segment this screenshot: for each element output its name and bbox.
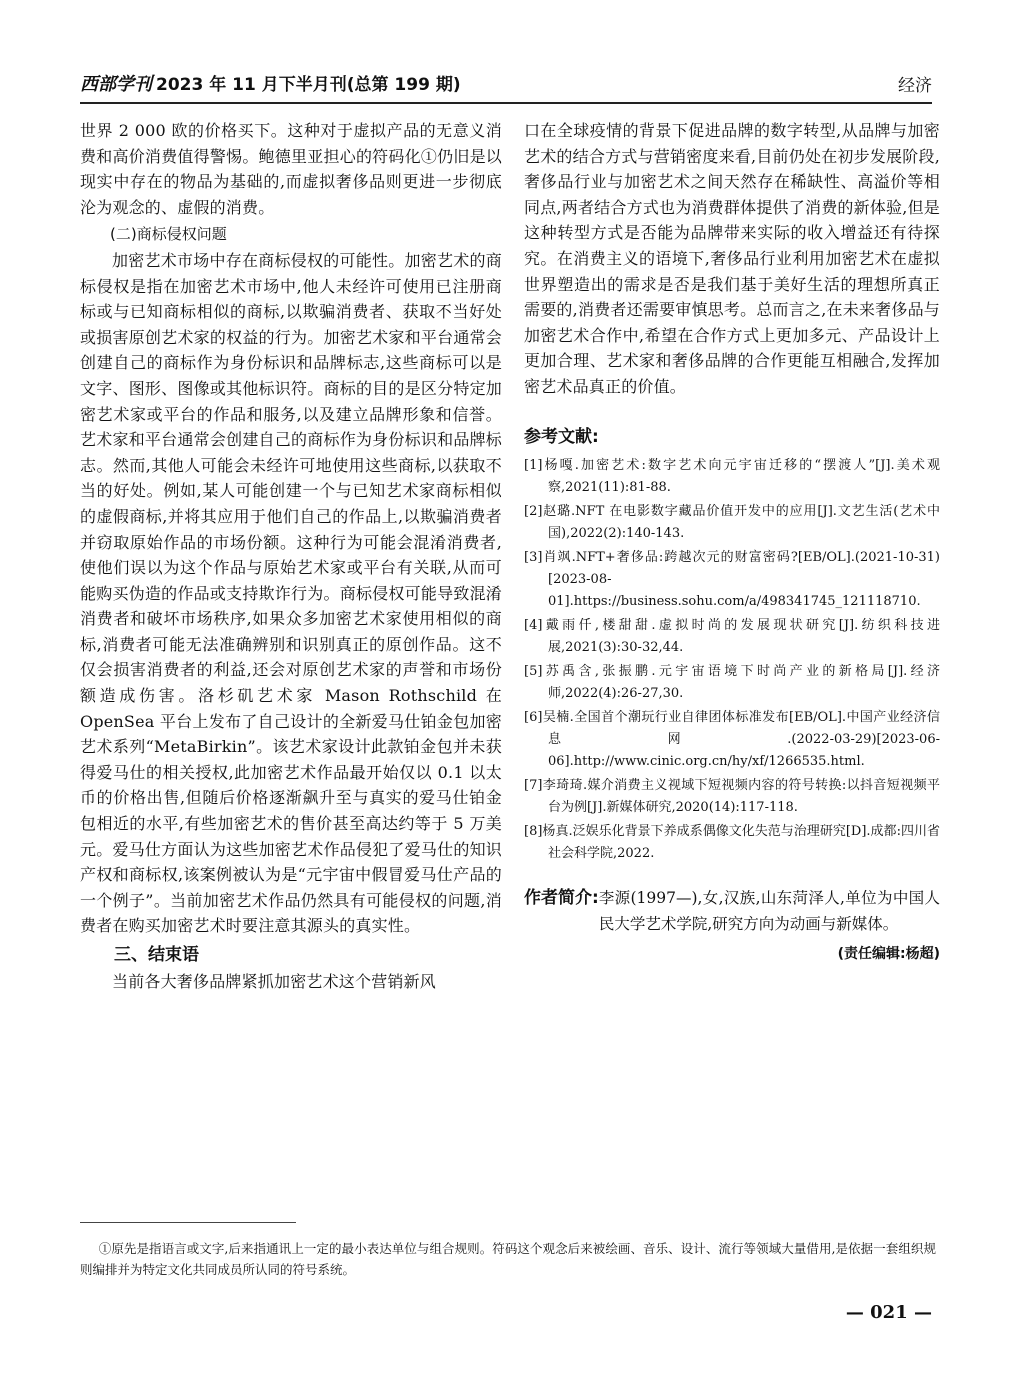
left-column (80, 118, 502, 995)
page-number: — 021 — (845, 1302, 932, 1323)
journal-issue (80, 70, 461, 102)
reference-item: [6]吴楠.全国首个潮玩行业自律团体标准发布[EB/OL].中国产业经济信息网.(2022-03-29)[2023-06-06].http://www.cinic.org.cn/hy/xf/1266535.html. (524, 709, 940, 769)
author-text: 李源(1997—),女,汉族,山东菏泽人,单位为中国人民大学艺术学院,研究方向为动画与新媒体。 (598, 888, 940, 933)
subheading-trademark: (二)商标侵权问题 (110, 225, 227, 244)
reference-item: [2]赵璐.NFT 在电影数字藏品价值开发中的应用[J].文艺生活(艺术中国),2022(2):140-143. (524, 503, 940, 541)
paragraph: 当前各大奢侈品牌紧抓加密艺术这个营销新风 (112, 972, 437, 991)
references-heading: 参考文献: (524, 426, 599, 447)
author-bio (524, 885, 940, 937)
right-column (524, 118, 940, 963)
footnote: ①原先是指语言或文字,后来指通讯上一定的最小表达单位与组合规则。符码这个观念后来被绘画、音乐、设计、流行等领域大量借用,是依据一套组织规则编排并为特定文化共同成员所认同的符号系统。 (80, 1241, 936, 1277)
author-label: 作者简介: (524, 887, 599, 908)
issue-info: 2023 年 11 月下半月刊(总第 199 期) (156, 75, 461, 95)
journal-logo: 西部学刊 (80, 74, 152, 95)
paragraph: 世界 2 000 欧的价格买下。这种对于虚拟产品的无意义消费和高价消费值得警惕。鲍德里亚担心的符码化①仍旧是以现实中存在的物品为基础的,而虚拟奢侈品则更进一步彻底沦为观念的、虚假的消费。 (80, 121, 502, 217)
running-header (80, 68, 932, 104)
paragraph: 口在全球疫情的背景下促进品牌的数字转型,从品牌与加密艺术的结合方式与营销密度来看,目前仍处在初步发展阶段,奢侈品行业与加密艺术之间天然存在稀缺性、高溢价等相同点,两者结合方式也为消费群体提供了消费的新体验,但是这种转型方式是否能为品牌带来实际的收入增益还有待探究。在消费主义的语境下,奢侈品行业利用加密艺术在虚拟世界塑造出的需求是否是我们基于美好生活的理想所真正需要的,消费者还需要审慎思考。总而言之,在未来奢侈品与加密艺术合作中,希望在合作方式上更加多元、产品设计上更加合理、艺术家和奢侈品牌的合作更能互相融合,发挥加密艺术品真正的价值。 (524, 121, 940, 396)
reference-item: [7]李琦琦.媒介消费主义视域下短视频内容的符号转换:以抖音短视频平台为例[J].新媒体研究,2020(14):117-118. (524, 777, 940, 815)
reference-item: [3]肖飒.NFT+奢侈品:跨越次元的财富密码?[EB/OL].(2021-10-31)[2023-08-01].https://business.sohu.com/a/498341745_121118710. (524, 549, 940, 609)
reference-item: [1]杨嘎.加密艺术:数字艺术向元宇宙迁移的“摆渡人”[J].美术观察,2021(11):81-88. (524, 457, 940, 495)
footnote-divider (80, 1222, 296, 1223)
section-label: 经济 (898, 76, 932, 96)
reference-item: [5]苏禹含,张振鹏.元宇宙语境下时尚产业的新格局[J].经济师,2022(4):26-27,30. (524, 663, 940, 701)
section-heading-conclusion: 三、结束语 (114, 945, 199, 965)
reference-item: [8]杨真.泛娱乐化背景下养成系偶像文化失范与治理研究[D].成都:四川省社会科学院,2022. (524, 823, 940, 861)
paragraph: 加密艺术市场中存在商标侵权的可能性。加密艺术的商标侵权是指在加密艺术市场中,他人未经许可使用已注册商标或与已知商标相似的商标,以欺骗消费者、获取不当好处或损害原创艺术家的权益的行为。加密艺术家和平台通常会创建自己的商标作为身份标识和品牌标志,这些商标可以是文字、图形、图像或其他标识符。商标的目的是区分特定加密艺术家或平台的作品和服务,以及建立品牌形象和信誉。艺术家和平台通常会创建自己的商标作为身份标识和品牌标志。然而,其他人可能会未经许可地使用这些商标,以获取不当的好处。例如,某人可能创建一个与已知艺术家商标相似的虚假商标,并将其应用于他们自己的作品上,以欺骗消费者并窃取原始作品的市场份额。这种行为可能会混淆消费者,使他们误以为这个作品与原始艺术家或平台有关联,从而可能购买伪造的作品或支持欺诈行为。商标侵权可能导致混淆消费者和破坏市场秩序,如果众多加密艺术家使用相似的商标,消费者可能无法准确辨别和识别真正的原创作品。这不仅会损害消费者的利益,还会对原创艺术家的声誉和市场份额造成伤害。洛杉矶艺术家 Mason Rothschild 在 OpenSea 平台上发布了自己设计的全新爱马仕铂金包加密艺术系列“MetaBirkin”。该艺术家设计此款铂金包并未获得爱马仕的相关授权,此加密艺术作品最开始仅以 0.1 以太币的价格出售,但随后价格逐渐飙升至与真实的爱马仕铂金包相近的水平,有些加密艺术的售价甚至高达约等于 5 万美元。爱马仕方面认为这些加密艺术作品侵犯了爱马仕的知识产权和商标权,该案例被认为是“元宇宙中假冒爱马仕产品的一个例子”。当前加密艺术作品仍然具有可能侵权的问题,消费者在购买加密艺术时要注意其源头的真实性。 (80, 250, 502, 936)
reference-list (524, 455, 940, 865)
responsible-editor: (责任编辑:杨超) (837, 945, 940, 962)
reference-item: [4]戴雨仟,楼甜甜.虚拟时尚的发展现状研究[J].纺织科技进展,2021(3):30-32,44. (524, 617, 940, 655)
